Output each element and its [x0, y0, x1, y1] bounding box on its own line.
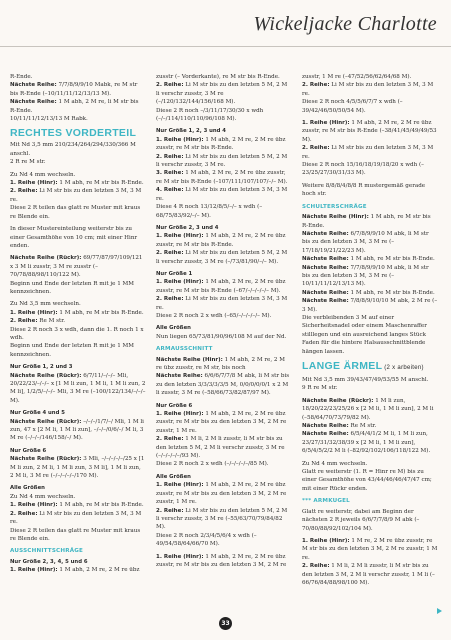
column-1 [10, 73, 146, 575]
paragraph: R-Ende. [10, 74, 33, 80]
instruction-row: 2. Reihe: Li M str bis zu den letzten 5 M, 2 M li verschr zusstr, 3 M re (–55/63/70/79/84/82 M). [156, 507, 288, 531]
size-heading: Alle Größen [156, 473, 191, 480]
size-heading: Nur Größe 6 [10, 447, 47, 454]
instruction-row: Nächste Reihe: 6/5/4/4/1/2 M li, 1 M li zun, 23/27/31/32/38/39 x [2 M li, 1 M li zun], 6/5/4/5/2/2 M li (–82/92/102/106/118/122 M). [302, 431, 431, 455]
paragraph: Glatt re weiterstr, dabei am Beginn der nächsten 2 R jeweils 6/6/7/7/8/9 M abk (–70/80/88/92/102/104 M). [302, 508, 420, 532]
instruction-row: Nächste Reihe (Rückr): 6/7/11/–/–/– Mli, 20/22/23/–/–/– x [1 M li zun, 1 M li, 1 M li zun, 2 M li], 1/2/5/–/–/– Mli, 3 M re (–100/122/134/–/–/– M). [10, 372, 146, 404]
paragraph: Diese 2 R noch –/3/11/17/30/30 x wdh (–/–/114/110/110/96/108 M). [156, 107, 264, 123]
paragraph: Diese 4 R noch 13/12/8/5/–/– x wdh (–68/75/83/92/–/– M). [156, 204, 263, 219]
paragraph: zusstr (– Vorderkante), re M str bis R-Ende. [156, 74, 280, 80]
instruction-row: Nächste Reihe: Re M str. [302, 423, 377, 430]
paragraph: Nun liegen 65/73/81/90/96/108 M auf der Nd. [156, 333, 287, 340]
instruction-row: 1. Reihe (Hinr): 1 M abh, 2 M re, 2 M re übz zusstr, re M str bis R-Ende (–38/41/45/49/49/53 M). [302, 120, 437, 143]
paragraph: Mit Nd 3,5 mm 210/234/264/294/330/366 M anschl. [10, 142, 136, 157]
paragraph: Diese 2 R teilen das glatt re Muster mit kraus re Blende ein. [10, 527, 141, 542]
paragraph: Diese 2 R noch 4/5/5/6/7/7 x wdh (–39/42/46/50/50/54 M). [302, 99, 403, 114]
instruction-row: 2. Reihe: Li M str bis zu den letzten 3 M, 3 M re. [302, 145, 434, 160]
instruction-row: 1. Reihe (Hinr): 1 M abh, 2 M re, 2 M re übz [10, 567, 140, 574]
instruction-row: Nächste Reihe (Hinr): 1 M abh, 2 M re, 2 M re übz zusstr, re M str, bis noch [156, 356, 285, 371]
instruction-row: Nächste Reihe (Rückr): –/–/–/1/7/–/ Mli, 1 M li zun, 47 x [2 M li, 1 M li zun], –/–/–/0/6/–/ M li, 3 M re (–/–/–/146/158/–/ M). [10, 418, 144, 442]
instruction-row: Nächste Reihe: 1 M abh, re M str bis R-Ende. [302, 256, 435, 263]
section-heading-sleeve-cap: *** ARMKUGEL [302, 498, 350, 505]
page-number: 33 [219, 617, 232, 630]
paragraph: Diese 2 R noch 15/16/18/19/18/20 x wdh (–23/25/27/30/31/33 M). [302, 162, 424, 177]
instruction-row: Nächste Reihe (Rückr): 1 M li zun, 18/20/22/23/25/26 x [2 M li, 1 M li zun], 2 M li (–58/64/70/73/79/82 M). [302, 397, 434, 421]
instruction-row: Nächste Reihe: 7/7/8/9/9/10 Mabk, re M str bis R-Ende (–10/11/11/12/13/13 M). [10, 82, 138, 97]
instruction-row: 1. Reihe (Hinr): 1 M abh, 2 M re, 2 M re übz zusstr, re M str bis R-Ende (–67/–/–/–/–/– M). [156, 279, 286, 294]
column-2 [156, 73, 292, 569]
instruction-row: Nächste Reihe: 7/8/8/9/10/10 M abk, 2 M re (–3 M). [302, 298, 438, 313]
instruction-row: Nächste Reihe (Rückr): 3 Mli, –/–/–/–/–/25 x [1 M li zun, 2 M li, 1 M li zun, 3 M li], 1 M li zun, 2 M li, 3 M re (–/–/–/–/–/170 M). [10, 456, 145, 480]
instruction-row: 2. Reihe: 1 M li, 2 M li zusstr, li M str bis zu den letzten 3 M, 2 M li verschr zusstr, 1 M li (–66/76/84/88/98/100 M). [302, 563, 435, 586]
continue-arrow-icon [437, 608, 442, 614]
instruction-row: 1. Reihe (Hinr): 1 M abh, re M str bis R-Ende. [10, 180, 144, 187]
instruction-row: 1. Reihe (Hinr): 1 M abh, 2 M re, 2 M re übz zusstr, re M str bis zu den letzten 3 M, 2 M re [156, 553, 287, 568]
size-heading: Nur Größe 1, 2 und 3 [10, 364, 73, 371]
section-heading-neckline: AUSSCHNITTSCHRÄGE [10, 548, 84, 555]
instruction-row: Nächste Reihe: 1 M abh, 2 M re, li M str bis R-Ende. [10, 99, 139, 114]
paragraph: Beginn und Ende der letzten R mit je 1 MM kennzeichnen. [10, 280, 134, 295]
paragraph: Weitere 8/8/8/4/8/8 R mustergemäß gerade hoch str. [302, 182, 426, 198]
instruction-row: 1. Reihe (Hinr): 1 M abh, 2 M re, 2 M re übz zusstr, re M str bis zu den letzten 3 M, 2 M re zusstr, 1 M re. [156, 482, 287, 506]
paragraph: 9 R re M str. [302, 385, 338, 392]
instruction-row: 2. Reihe: Li M str bis zu den letzten 3 M, 3 M re. [10, 188, 142, 203]
paragraph: Glatt re weiterstr (1. R = Hinr re M) bis zu einer Gesamthöhe von 43/44/46/46/47/47 cm; mit einer Rückr enden. [302, 469, 432, 492]
title-rule [0, 46, 451, 47]
paragraph: Diese 2 R noch 2/3/4/5/6/4 x wdh (–49/54/58/64/66/70 M). [156, 532, 257, 548]
instruction-row: 2. Reihe: Li M str bis zu den letzten 3 M, 3 M re. [302, 82, 434, 97]
instruction-row: 2. Reihe: Li M str bis zu den letzten 5 M, 2 M li verschr zusstr, 3 M re (–/120/132/144/156/168 M). [156, 82, 288, 106]
size-heading: Nur Größe 2, 3, 4, 5 und 6 [10, 558, 88, 565]
instruction-row: 3. Reihe: 1 M abh, 2 M re, 2 M re übz zusstr, re M str bis R-Ende (–107/111/107/107/–/– M). [156, 170, 288, 185]
page-title: Wickeljacke Charlotte [253, 13, 437, 35]
instruction-row: Nächste Reihe: 1 M abh, re M str bis R-Ende. [302, 289, 435, 296]
stars-marker: *** [302, 498, 312, 505]
instruction-row: 4. Reihe: Li M str bis zu den letzten 3 M, 3 M re. [156, 187, 288, 202]
paragraph: 2 R re M str. [10, 159, 46, 166]
paragraph: zusstr, 1 M re (–47/52/56/62/64/68 M). [302, 74, 412, 80]
size-heading: Nur Größe 1, 2, 3 und 4 [156, 128, 226, 135]
paragraph: Diese 2 R noch 2 x wdh (–65/–/–/–/–/– M). [156, 312, 272, 319]
instruction-row: Nächste Reihe: 7/7/8/9/9/10 M abk, li M str bis zu den letzten 3 M, 3 M re (–10/11/11/12/13/13 M). [302, 264, 429, 288]
paragraph: Die verbleibenden 3 M auf einer Sicherheitsnadel oder einem Maschenraffer stilllegen und ein ausreichend langes Stück Faden für die hintere Halsausschnittblende hängen lassen. [302, 314, 427, 355]
section-heading-shoulder: SCHULTERSCHRÄGE [302, 203, 367, 210]
instruction-row: 1. Reihe (Hinr): 1 M abh, 2 M re, 2 M re übz zusstr, re M str bis zu den letzten 3 M, 2 M re zusstr, 1 M re. [156, 411, 287, 434]
instruction-row: 1. Reihe (Hinr): 1 M abh, re M str bis R-Ende. [10, 502, 144, 509]
paragraph: Zu Nd 4 mm wechseln. [302, 460, 368, 467]
instruction-row: 1. Reihe (Hinr): 1 M abh, 2 M re, 2 M re übz zusstr, re M str bis R-Ende. [156, 233, 286, 248]
instruction-row: 2. Reihe: Li M str bis zu den letzten 5 M, 2 M li verschr zusstr, 3 M re (–/73/81/90/–/– M). [156, 250, 288, 265]
section-heading-armhole: ARMAUSSCHNITT [156, 346, 213, 353]
paragraph: Diese 2 R noch 2 x wdh (–/–/–/–/–/85 M). [156, 461, 269, 468]
section-heading-long-sleeves: LANGE ÄRMEL (2 x arbeiten) [302, 360, 424, 372]
size-heading: Nur Größe 4 und 5 [10, 410, 65, 417]
instruction-row: 1. Reihe (Hinr): 1 M abh, re M str bis R-Ende. [10, 309, 144, 316]
paragraph: Zu Nd 3,5 mm wechseln. [10, 301, 81, 308]
size-heading: Alle Größen [10, 485, 45, 492]
instruction-row: Nächste Reihe (Hinr): 1 M abh, re M str bis R-Ende. [302, 214, 431, 229]
paragraph: Beginn und Ende der letzten R mit je 1 MM kennzeichnen. [10, 343, 134, 358]
instruction-row: 2. Reihe: Li M str bis zu den letzten 5 M, 2 M li verschr zusstr, 3 M re. [156, 153, 288, 169]
instruction-row: 1. Reihe (Hinr): 1 M re, 2 M re übz zusstr, re M str bis zu den letzten 3 M, 2 M re zusstr, 1 M re. [302, 537, 438, 561]
column-3 [302, 73, 438, 587]
paragraph: In dieser Mustereinteilung weiterstr bis zu einer Gesamthöhe von 10 cm; mit einer Hinr enden. [10, 226, 138, 249]
paragraph: Diese 2 R teilen das glatt re Muster mit kraus re Blende ein. [10, 205, 141, 220]
size-heading: Nur Größe 1 [156, 270, 193, 277]
instruction-row: Nächste Reihe: 6/7/8/9/9/10 M abk, li M str bis zu den letzten 3 M, 3 M re (–17/18/19/21/22/23 M). [302, 230, 429, 254]
size-heading: Nur Größe 2, 3 und 4 [156, 224, 219, 231]
paragraph: Zu Nd 4 mm wechseln. [10, 171, 76, 178]
instruction-row: 2. Reihe: 1 M li, 2 M li zusstr, li M str bis zu den letzten 5 M, 2 M li verschr zusstr, 3 M re (–/–/–/–/–/93 M). [156, 436, 285, 460]
section-heading-right-front: RECHTES VORDERTEIL [10, 127, 137, 140]
paragraph: 10/11/11/12/13/13 M Rabk. [10, 116, 88, 123]
paragraph: Zu Nd 4 mm wechseln. [10, 493, 76, 500]
instruction-row: Nächste Reihe (Rückr): 69/77/87/97/109/121 x 3 M li zusstr, 3 M re zusstr (–70/78/88/98/110/122 M). [10, 255, 143, 279]
instruction-row: Nächste Reihe: 6/6/6/7/7/8 M abk, li M str bis zu den letzten 3/3/3/3/3/5 M, 0/0/0/0/0/1 x 2 M li zusstr, 3 M re (–58/66/73/82/87/97 M). [156, 373, 290, 397]
paragraph: Mit Nd 3,5 mm 39/43/47/49/53/55 M anschl. [302, 377, 429, 383]
instruction-row: 2. Reihe: Re M str. [10, 318, 66, 325]
instruction-row: 1. Reihe (Hinr): 1 M abh, 2 M re, 2 M re übz zusstr, re M str bis R-Ende. [156, 136, 286, 152]
size-heading: Nur Größe 6 [156, 402, 193, 409]
instruction-row: 2. Reihe: Li M str bis zu den letzten 3 M, 3 M re. [156, 296, 288, 311]
paragraph: Diese 2 R noch 3 x wdh, dann die 1. R noch 1 x wdh. [10, 326, 144, 341]
size-heading: Alle Größen [156, 325, 191, 332]
instruction-row: 2. Reihe: Li M str bis zu den letzten 3 M, 3 M re. [10, 510, 142, 526]
